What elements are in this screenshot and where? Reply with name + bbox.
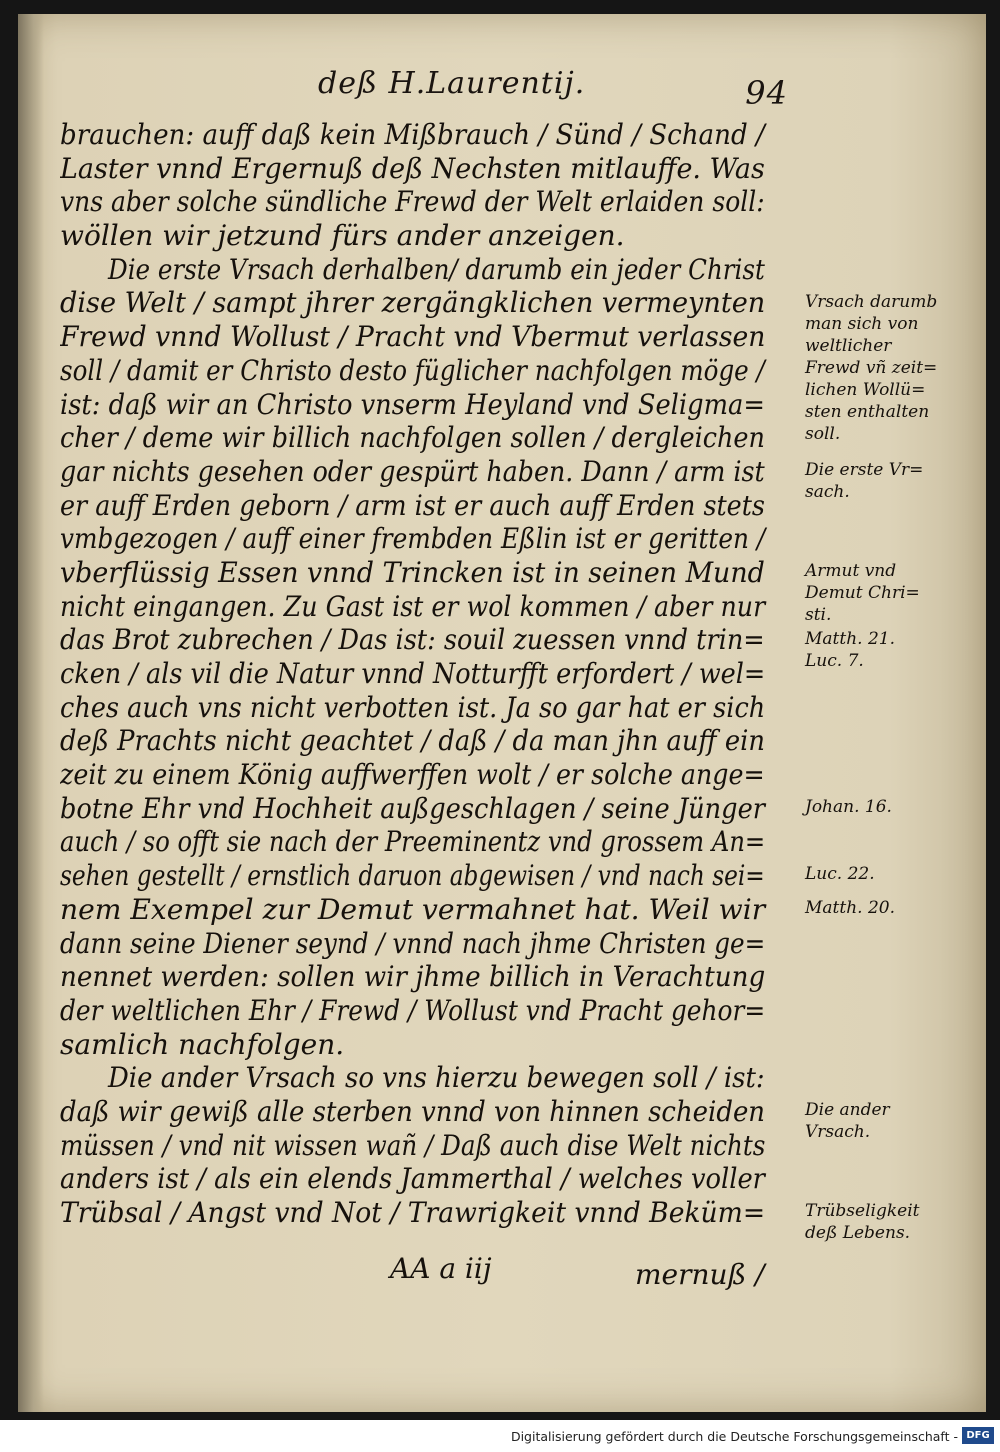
marginal-note: [805, 1200, 986, 1244]
marginal-note-line: Luc. 7.: [805, 650, 864, 671]
text-line: botne Ehr vnd Hochheit außgeschlagen / seine Jünger: [60, 791, 766, 825]
marginal-note: [805, 560, 986, 626]
credit-bar: [0, 1420, 1000, 1452]
marginal-note-line: man sich von: [805, 313, 919, 334]
marginal-note-line: lichen Wollü=: [805, 379, 926, 400]
marginal-note-line: Vrsach darumb: [805, 291, 938, 312]
text-line: der weltlichen Ehr / Frewd / Wollust vnd Pracht gehor=: [60, 993, 766, 1027]
page-header: [318, 64, 788, 110]
text-line: vmbgezogen / auff einer frembden Eßlin ist er geritten /: [60, 522, 766, 556]
marginal-note-line: Vrsach.: [805, 1122, 871, 1143]
marginal-note-line: Die erste Vr=: [805, 460, 924, 480]
text-line: Trübsal / Angst vnd Not / Trawrigkeit vnnd Beküm=: [60, 1196, 766, 1229]
marginal-note-line: Frewd vñ zeit=: [805, 357, 938, 378]
marginal-note: [805, 863, 986, 885]
text-line: Laster vnnd Ergernuß deß Nechsten mitlauffe. Was: [60, 151, 765, 185]
marginal-note: [805, 628, 986, 672]
marginal-note-line: Matth. 21.: [805, 628, 895, 649]
marginal-note-line: weltlicher: [805, 335, 892, 356]
text-line: anders ist / als ein elends Jammerthal / welches voller: [60, 1162, 765, 1196]
page-footer: [60, 1252, 780, 1292]
marginal-note-line: Johan. 16.: [805, 797, 892, 817]
marginal-note-line: soll.: [805, 423, 841, 444]
text-line: gar nichts gesehen oder gespürt haben. Dann / arm ist: [60, 454, 765, 488]
marginal-note-line: deß Lebens.: [805, 1223, 911, 1244]
text-line: nem Exempel zur Demut vermahnet hat. Weil wir: [60, 892, 766, 926]
page-gutter-shadow: [18, 14, 44, 1412]
text-line: daß wir gewiß alle sterben vnnd von hinnen scheiden: [60, 1094, 766, 1128]
marginal-note-line: Die ander: [805, 1100, 890, 1121]
text-line: wöllen wir jetzund fürs ander anzeigen.: [60, 219, 625, 253]
text-line: soll / damit er Christo desto füglicher nachfolgen möge /: [60, 353, 765, 387]
text-line: deß Prachts nicht geachtet / daß / da man jhn auff ein: [60, 724, 765, 758]
text-line: nennet werden: sollen wir jhme billich in Verachtung: [60, 960, 766, 994]
marginal-note-line: Armut vnd: [805, 561, 897, 582]
marginal-note: [805, 1099, 986, 1143]
text-line: müssen / vnd nit wissen wañ / Daß auch dise Welt nichts: [60, 1128, 766, 1162]
marginal-note: [805, 897, 986, 919]
text-line: brauchen: auff daß kein Mißbrauch / Sünd / Schand /: [60, 118, 765, 151]
marginal-note-line: Luc. 22.: [805, 864, 875, 885]
text-line: cken / als vil die Natur vnnd Notturfft erfordert / wel=: [60, 657, 766, 690]
text-line: Frewd vnnd Wollust / Pracht vnd Vbermut verlassen: [60, 320, 766, 354]
marginal-note-line: Matth. 20.: [805, 898, 895, 919]
marginal-note-line: sach.: [805, 482, 850, 502]
text-line: Die ander Vrsach so vns hierzu bewegen soll / ist:: [108, 1061, 765, 1095]
text-line: ist: daß wir an Christo vnserm Heyland vnd Seligma=: [60, 387, 765, 421]
body-text: [60, 118, 938, 1244]
text-line: auch / so offt sie nach der Preeminentz vnd grossem An=: [60, 825, 766, 859]
marginal-note: [805, 459, 986, 503]
text-line: das Brot zubrechen / Das ist: souil zuessen vnnd trin=: [60, 623, 765, 657]
text-line: dise Welt / sampt jhrer zergängklichen vermeynten: [60, 286, 766, 320]
text-line: dann seine Diener seynd / vnnd nach jhme Christen ge=: [60, 926, 766, 960]
book-page: [18, 14, 986, 1412]
text-line: ches auch vns nicht verbotten ist. Ja so gar hat er sich: [60, 690, 766, 724]
text-line: samlich nachfolgen.: [60, 1027, 345, 1061]
dfg-logo: DFG: [962, 1427, 994, 1444]
marginal-note-line: sti.: [805, 605, 832, 626]
marginal-note-line: Demut Chri=: [805, 583, 920, 604]
text-line: er auff Erden geborn / arm ist er auch auff Erden stets: [60, 488, 765, 522]
catchword: mernuß /: [635, 1258, 765, 1291]
text-line: nicht eingangen. Zu Gast ist er wol kommen / aber nur: [60, 589, 766, 623]
running-title: deß H.Laurentij.: [318, 66, 586, 101]
marginal-note-line: sten enthalten: [805, 401, 930, 422]
page-number: 94: [745, 74, 788, 112]
text-line: vns aber solche sündliche Frewd der Welt erlaiden soll:: [60, 185, 765, 219]
text-line: Die erste Vrsach derhalben/ darumb ein jeder Christ: [108, 252, 765, 286]
signature-mark: AA a iij: [390, 1252, 492, 1285]
marginal-note-line: Trübseligkeit: [805, 1201, 920, 1222]
text-line: sehen gestellt / ernstlich daruon abgewisen / vnd nach sei=: [60, 859, 765, 893]
text-line: cher / deme wir billich nachfolgen sollen / dergleichen: [60, 421, 765, 455]
marginal-note: [805, 796, 986, 818]
text-line: zeit zu einem König auffwerffen wolt / er solche ange=: [60, 758, 765, 792]
text-line: vberflüssig Essen vnnd Trincken ist in seinen Mund: [60, 555, 765, 589]
marginal-note: [805, 291, 986, 445]
funding-credit: Digitalisierung gefördert durch die Deutsche Forschungsgemeinschaft -: [510, 1429, 958, 1444]
